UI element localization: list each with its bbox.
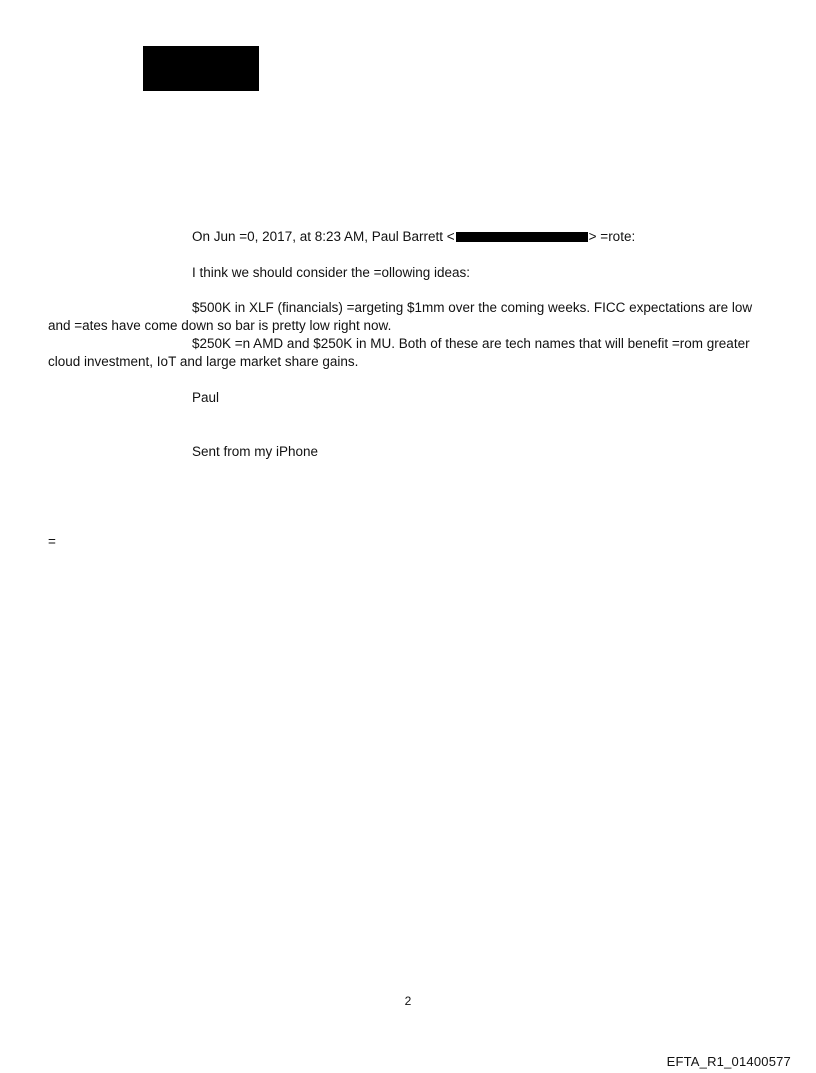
email-intro: I think we should consider the =ollowing ideas: xyxy=(192,265,471,280)
redaction-block-email-address xyxy=(456,232,588,242)
idea-paragraph-1: $500K in XLF (financials) =argeting $1mm over the coming weeks. FICC expectations are low and =ates have come down so bar is pretty low right now. xyxy=(48,300,753,333)
email-signature: Paul xyxy=(192,390,220,405)
email-reply-header xyxy=(192,228,635,246)
sent-from-line: Sent from my iPhone xyxy=(192,444,319,459)
idea-paragraph-2: $250K =n AMD and $250K in MU. Both of these are tech names that will benefit =rom greater cloud investment, IoT and large market share gains. xyxy=(48,336,750,369)
page-number: 2 xyxy=(404,994,412,1008)
reply-header-prefix: On Jun =0, 2017, at 8:23 AM, Paul Barrett < xyxy=(192,229,455,244)
redaction-block-top xyxy=(143,46,259,91)
reply-header-suffix: > =rote: xyxy=(588,229,636,244)
trailing-equals: = xyxy=(48,534,56,549)
bates-number: EFTA_R1_01400577 xyxy=(666,1054,791,1069)
